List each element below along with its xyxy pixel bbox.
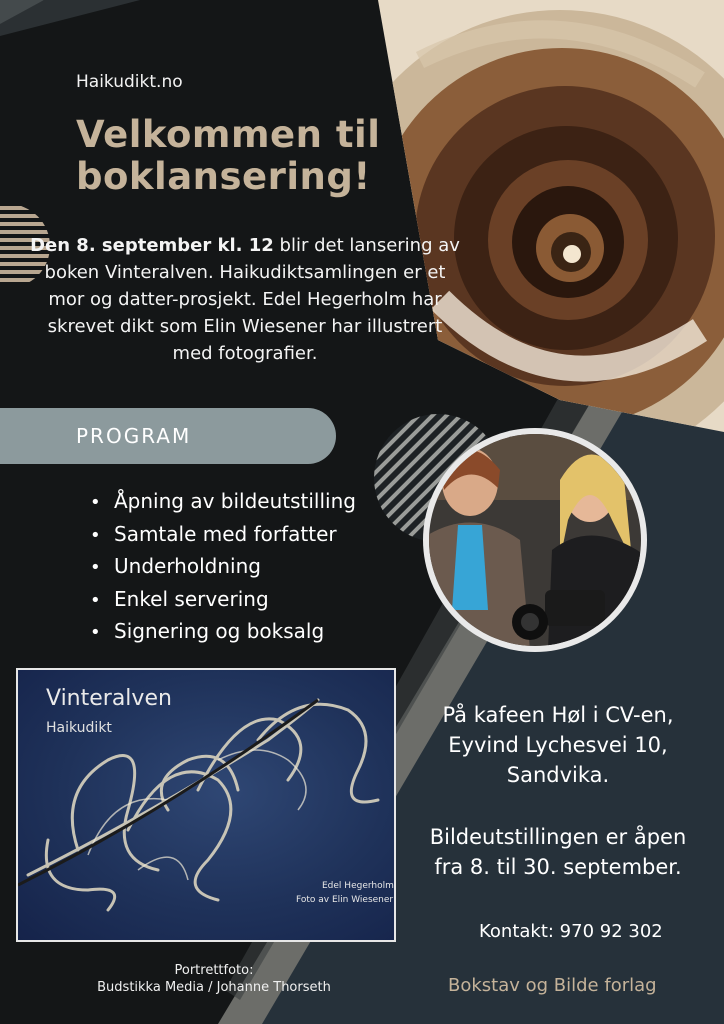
program-item: • Åpning av bildeutstilling — [90, 486, 356, 519]
program-item: • Signering og boksalg — [90, 616, 356, 649]
headline-line-2: boklansering! — [76, 155, 371, 198]
program-item: • Samtale med forfatter — [90, 519, 356, 552]
venue-line-2: Eyvind Lychesvei 10, — [448, 733, 668, 757]
headline-line-1: Velkommen til — [76, 113, 381, 156]
exhibition-line-1: Bildeutstillingen er åpen — [429, 825, 687, 849]
program-item: • Enkel servering — [90, 584, 356, 617]
book-title: Vinteralven — [46, 686, 172, 711]
exhibition-line-2: fra 8. til 30. september. — [434, 855, 682, 879]
site-name: Haikudikt.no — [76, 72, 183, 92]
portrait-credit — [80, 962, 348, 996]
intro-lead: Den 8. september kl. 12 — [30, 235, 274, 256]
venue-line-1: På kafeen Høl i CV-en, — [442, 703, 674, 727]
publisher-name: Bokstav og Bilde forlag — [448, 975, 657, 996]
intro-text — [26, 232, 464, 367]
book-subtitle: Haikudikt — [46, 720, 112, 736]
program-heading: PROGRAM — [76, 424, 192, 448]
book-author: Edel Hegerholm — [322, 881, 394, 891]
program-item: • Underholdning — [90, 551, 356, 584]
portrait-credit-line-2: Budstikka Media / Johanne Thorseth — [97, 980, 331, 995]
exhibition-info — [400, 822, 716, 882]
book-photo-credit: Foto av Elin Wiesener — [296, 895, 394, 905]
venue-info — [400, 700, 716, 790]
venue-line-3: Sandvika. — [506, 763, 610, 787]
headline — [76, 114, 456, 198]
book-cover — [16, 668, 396, 942]
portrait-credit-line-1: Portrettfoto: — [174, 963, 254, 978]
program-list — [90, 486, 356, 649]
intro-rest: blir det lansering av boken Vinteralven. Haikudiktsamlingen er et mor og datter-prosjekt. Edel Hegerholm har skrevet dikt som Elin Wiesener har illustrert med fotografier. — [44, 235, 460, 364]
contact-info: Kontakt: 970 92 302 — [479, 921, 663, 942]
